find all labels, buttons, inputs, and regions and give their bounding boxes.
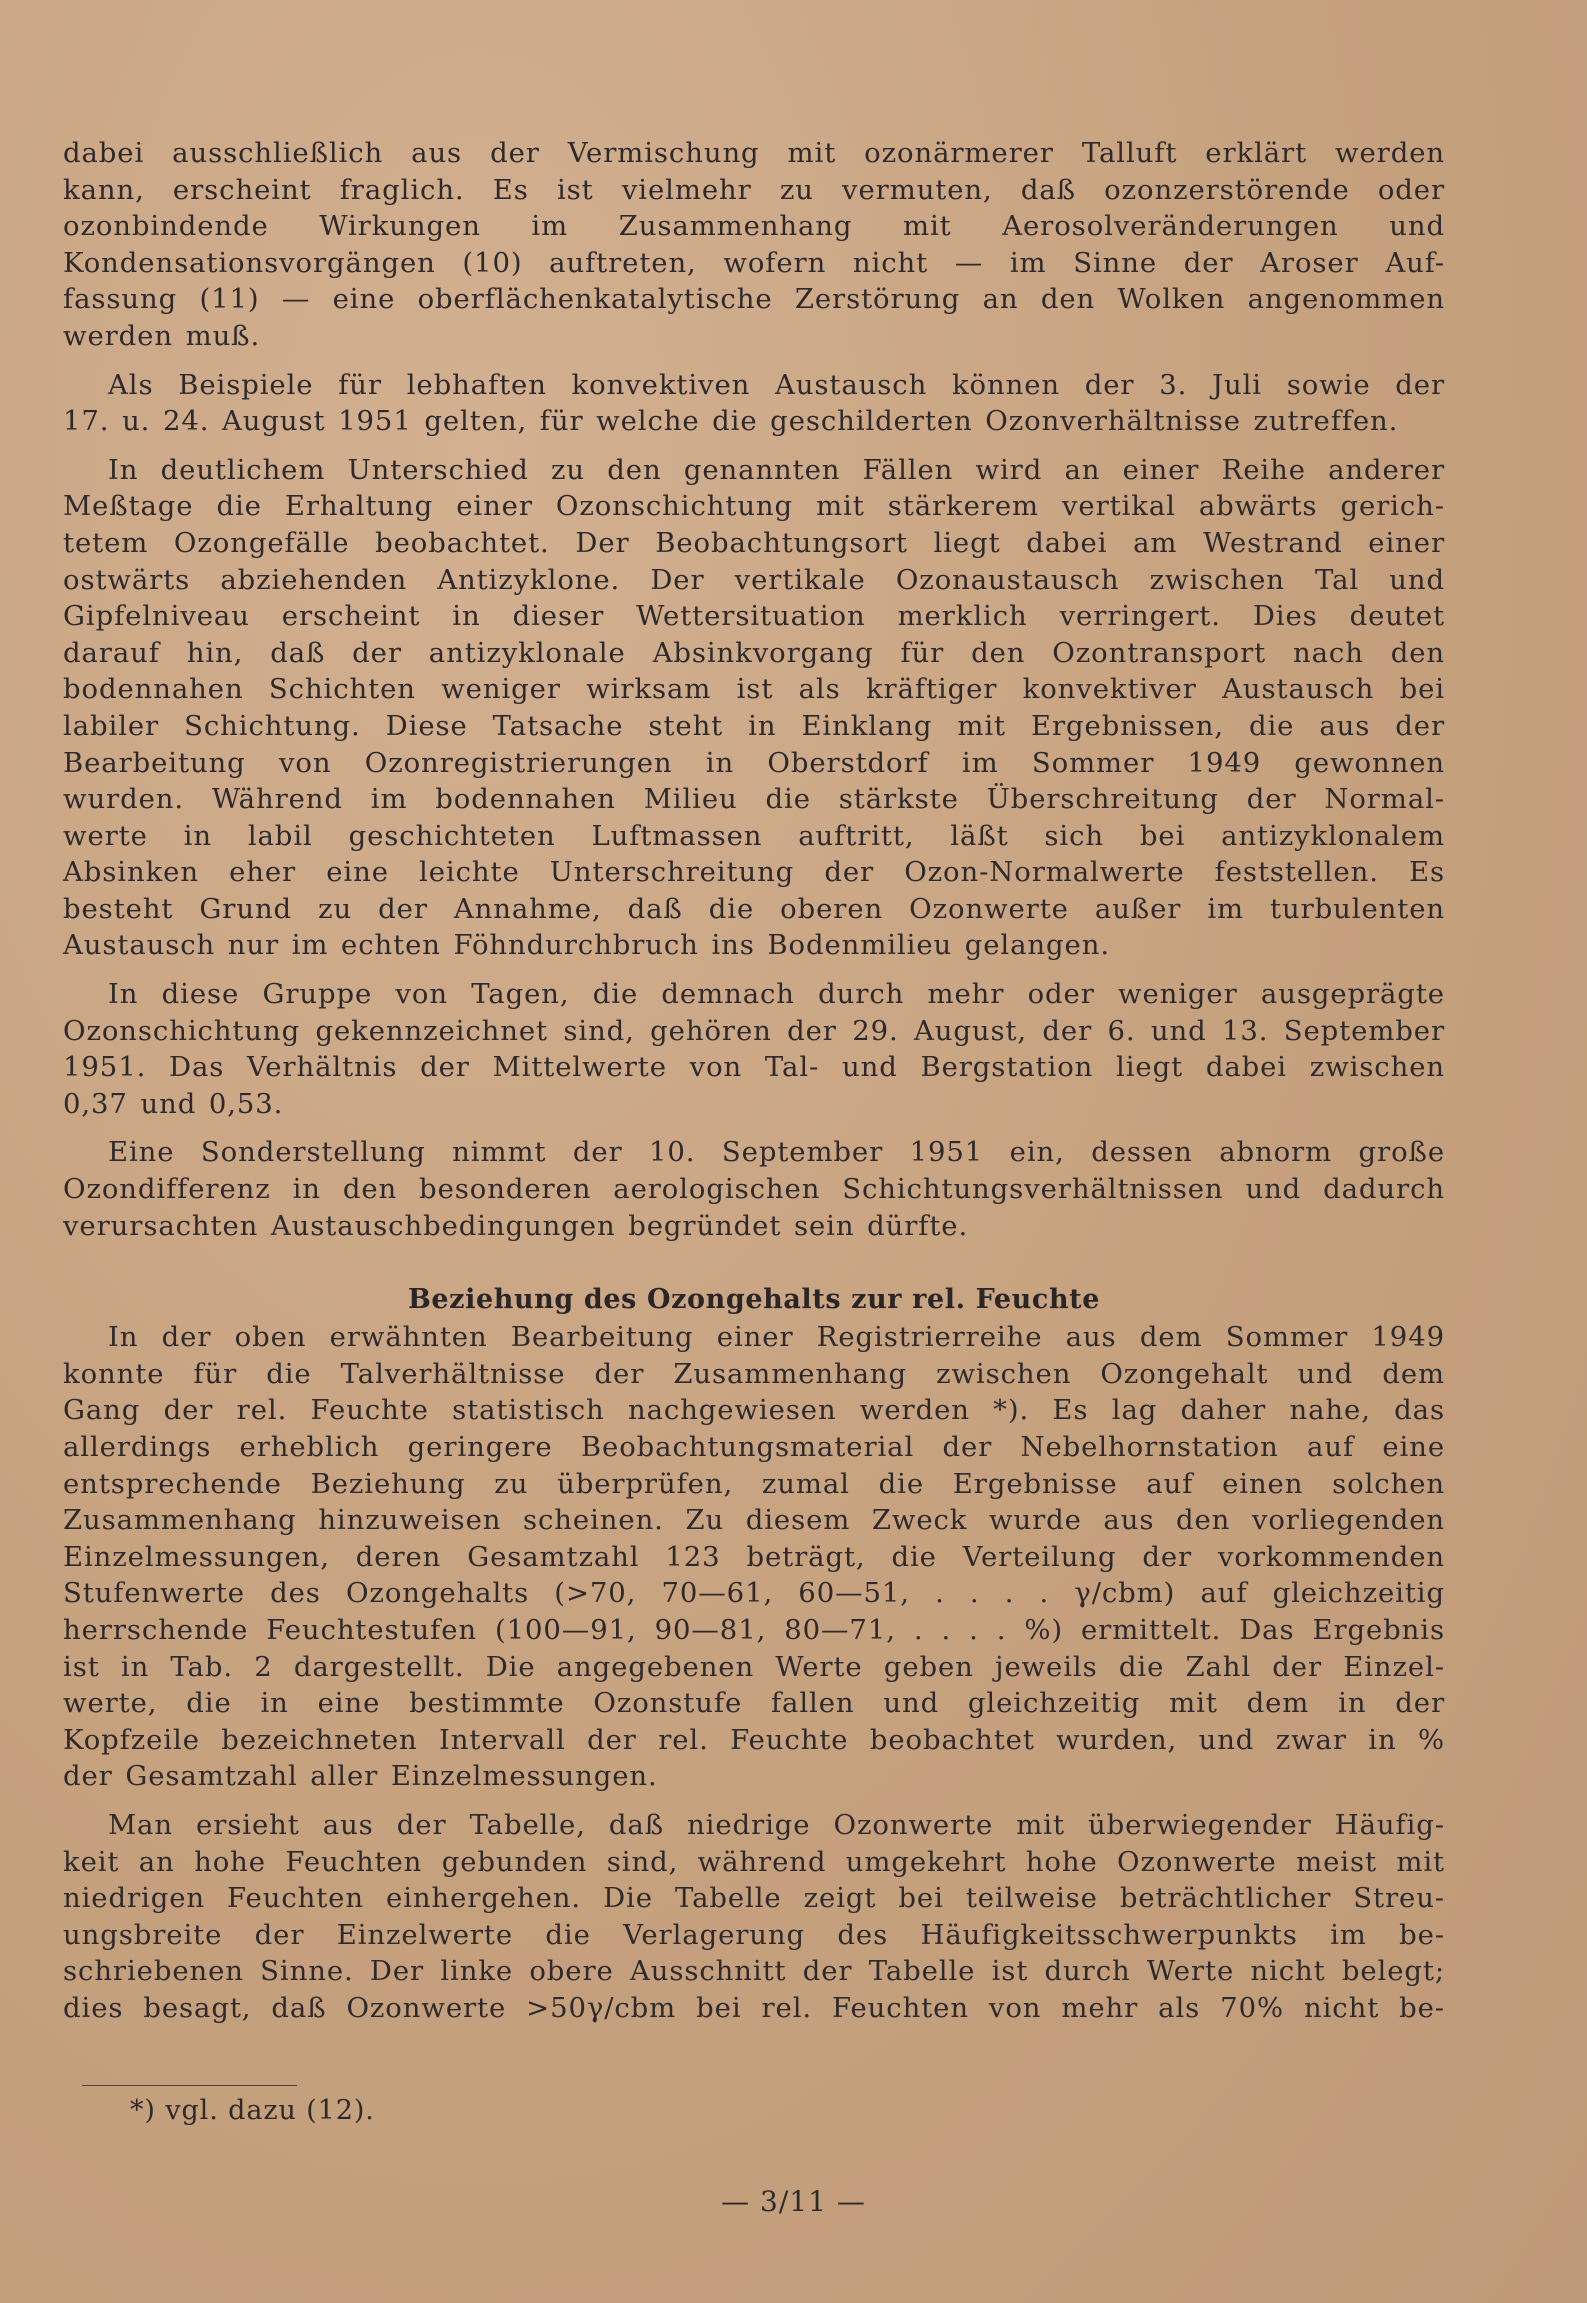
text-line: Stufenwerte des Ozongehalts (>70, 70—61, 60—51, . . . . γ/cbm) auf gleichzeitig <box>63 1577 1445 1610</box>
text-line: Gang der rel. Feuchte statistisch nachgewiesen werden *). Es lag daher nahe, das <box>63 1394 1445 1427</box>
text-line: Ozonschichtung gekennzeichnet sind, gehören der 29. August, der 6. und 13. September <box>63 1014 1445 1047</box>
text-line: kann, erscheint fraglich. Es ist vielmehr zu vermuten, daß ozonzerstörende oder <box>63 173 1445 206</box>
paragraph-5 <box>63 1134 1445 1244</box>
text-line: Bearbeitung von Ozonregistrierungen in Oberstdorf im Sommer 1949 gewonnen <box>63 746 1445 779</box>
paragraph-4 <box>63 976 1445 1122</box>
text-line: In deutlichem Unterschied zu den genannten Fällen wird an einer Reihe anderer <box>108 453 1445 486</box>
text-line: ungsbreite der Einzelwerte die Verlagerung des Häufigkeitsschwerpunkts im be- <box>63 1918 1445 1951</box>
text-line: darauf hin, daß der antizyklonale Absinkvorgang für den Ozontransport nach den <box>63 636 1445 669</box>
body-text <box>63 135 1445 2027</box>
text-line: 17. u. 24. August 1951 gelten, für welche die geschilderten Ozonverhältnisse zutreffen. <box>63 405 1399 438</box>
text-line: dies besagt, daß Ozonwerte >50γ/cbm bei rel. Feuchten von mehr als 70% nicht be- <box>63 1991 1445 2024</box>
text-line: Zusammenhang hinzuweisen scheinen. Zu diesem Zweck wurde aus den vorliegenden <box>63 1504 1445 1537</box>
paragraph-3 <box>63 452 1445 964</box>
text-line: 1951. Das Verhältnis der Mittelwerte von Tal- und Bergstation liegt dabei zwischen <box>63 1051 1445 1084</box>
text-line: Absinken eher eine leichte Unterschreitung der Ozon-Normalwerte feststellen. Es <box>63 856 1445 889</box>
text-line: Austausch nur im echten Föhndurchbruch ins Bodenmilieu gelangen. <box>63 929 1110 962</box>
text-line: tetem Ozongefälle beobachtet. Der Beobachtungsort liegt dabei am Westrand einer <box>63 526 1445 559</box>
footnote: *) vgl. dazu (12). <box>130 2095 375 2126</box>
text-line: Als Beispiele für lebhaften konvektiven Austausch können der 3. Juli sowie der <box>108 368 1445 401</box>
page-number: — 3/11 — <box>721 2185 866 2218</box>
text-line: labiler Schichtung. Diese Tatsache steht in Einklang mit Ergebnissen, die aus der <box>63 709 1445 742</box>
text-line: fassung (11) — eine oberflächenkatalytische Zerstörung an den Wolken angenommen <box>63 283 1445 316</box>
text-line: Ozondifferenz in den besonderen aerologischen Schichtungsverhältnissen und dadurch <box>63 1173 1445 1206</box>
text-line: 0,37 und 0,53. <box>63 1087 284 1120</box>
text-line: Einzelmessungen, deren Gesamtzahl 123 beträgt, die Verteilung der vorkommenden <box>63 1540 1445 1573</box>
text-line: allerdings erheblich geringere Beobachtungsmaterial der Nebelhornstation auf eine <box>63 1431 1445 1463</box>
text-line: dabei ausschließlich aus der Vermischung mit ozonärmerer Talluft erklärt werden <box>63 137 1445 169</box>
text-line: werte, die in eine bestimmte Ozonstufe fallen und gleichzeitig mit dem in der <box>63 1687 1445 1720</box>
text-line: Man ersieht aus der Tabelle, daß niedrige Ozonwerte mit überwiegender Häufig- <box>108 1808 1445 1841</box>
text-line: werden muß. <box>63 319 261 352</box>
footnote-divider <box>82 2085 297 2086</box>
section-heading: Beziehung des Ozongehalts zur rel. Feuchte <box>407 1284 1101 1316</box>
text-line: besteht Grund zu der Annahme, daß die oberen Ozonwerte außer im turbulenten <box>63 892 1445 925</box>
text-line: Kondensationsvorgängen (10) auftreten, wofern nicht — im Sinne der Aroser Auf- <box>63 246 1445 279</box>
text-line: verursachten Austauschbedingungen begründet sein dürfte. <box>63 1209 969 1242</box>
text-line: ozonbindende Wirkungen im Zusammenhang mit Aerosolveränderungen und <box>63 210 1445 243</box>
text-line: werte in labil geschichteten Luftmassen auftritt, läßt sich bei antizyklonalem <box>63 819 1445 852</box>
text-line: ist in Tab. 2 dargestellt. Die angegebenen Werte geben jeweils die Zahl der Einzel- <box>63 1650 1445 1683</box>
text-line: keit an hohe Feuchten gebunden sind, während umgekehrt hohe Ozonwerte meist mit <box>63 1845 1445 1878</box>
text-line: In diese Gruppe von Tagen, die demnach durch mehr oder weniger ausgeprägte <box>108 978 1445 1011</box>
text-line: Meßtage die Erhaltung einer Ozonschichtung mit stärkerem vertikal abwärts gerich- <box>63 490 1445 523</box>
text-line: bodennahen Schichten weniger wirksam ist als kräftiger konvektiver Austausch bei <box>63 673 1445 706</box>
text-line: Gipfelniveau erscheint in dieser Wettersituation merklich verringert. Dies deutet <box>63 600 1445 633</box>
text-line: schriebenen Sinne. Der linke obere Ausschnitt der Tabelle ist durch Werte nicht belegt; <box>63 1955 1445 1988</box>
text-line: Eine Sonderstellung nimmt der 10. September 1951 ein, dessen abnorm große <box>108 1136 1445 1169</box>
text-line: niedrigen Feuchten einhergehen. Die Tabelle zeigt bei teilweise beträchtlicher Streu- <box>63 1882 1445 1915</box>
text-line: entsprechende Beziehung zu überprüfen, zumal die Ergebnisse auf einen solchen <box>63 1467 1445 1500</box>
paragraph-1 <box>63 135 1445 355</box>
text-line: In der oben erwähnten Bearbeitung einer Registrierreihe aus dem Sommer 1949 <box>108 1321 1445 1354</box>
paragraph-2 <box>63 367 1445 440</box>
text-line: ostwärts abziehenden Antizyklone. Der vertikale Ozonaustausch zwischen Tal und <box>63 563 1445 596</box>
section-paragraph-2 <box>63 1807 1445 2027</box>
text-line: Kopfzeile bezeichneten Intervall der rel. Feuchte beobachtet wurden, und zwar in % <box>63 1723 1445 1756</box>
section-paragraph-1 <box>63 1319 1445 1795</box>
text-line: konnte für die Talverhältnisse der Zusammenhang zwischen Ozongehalt und dem <box>63 1357 1445 1390</box>
text-line: herrschende Feuchtestufen (100—91, 90—81, 80—71, . . . . %) ermittelt. Das Ergebnis <box>63 1613 1445 1646</box>
text-line: wurden. Während im bodennahen Milieu die stärkste Überschreitung der Normal- <box>63 783 1445 816</box>
text-line: der Gesamtzahl aller Einzelmessungen. <box>63 1760 658 1793</box>
